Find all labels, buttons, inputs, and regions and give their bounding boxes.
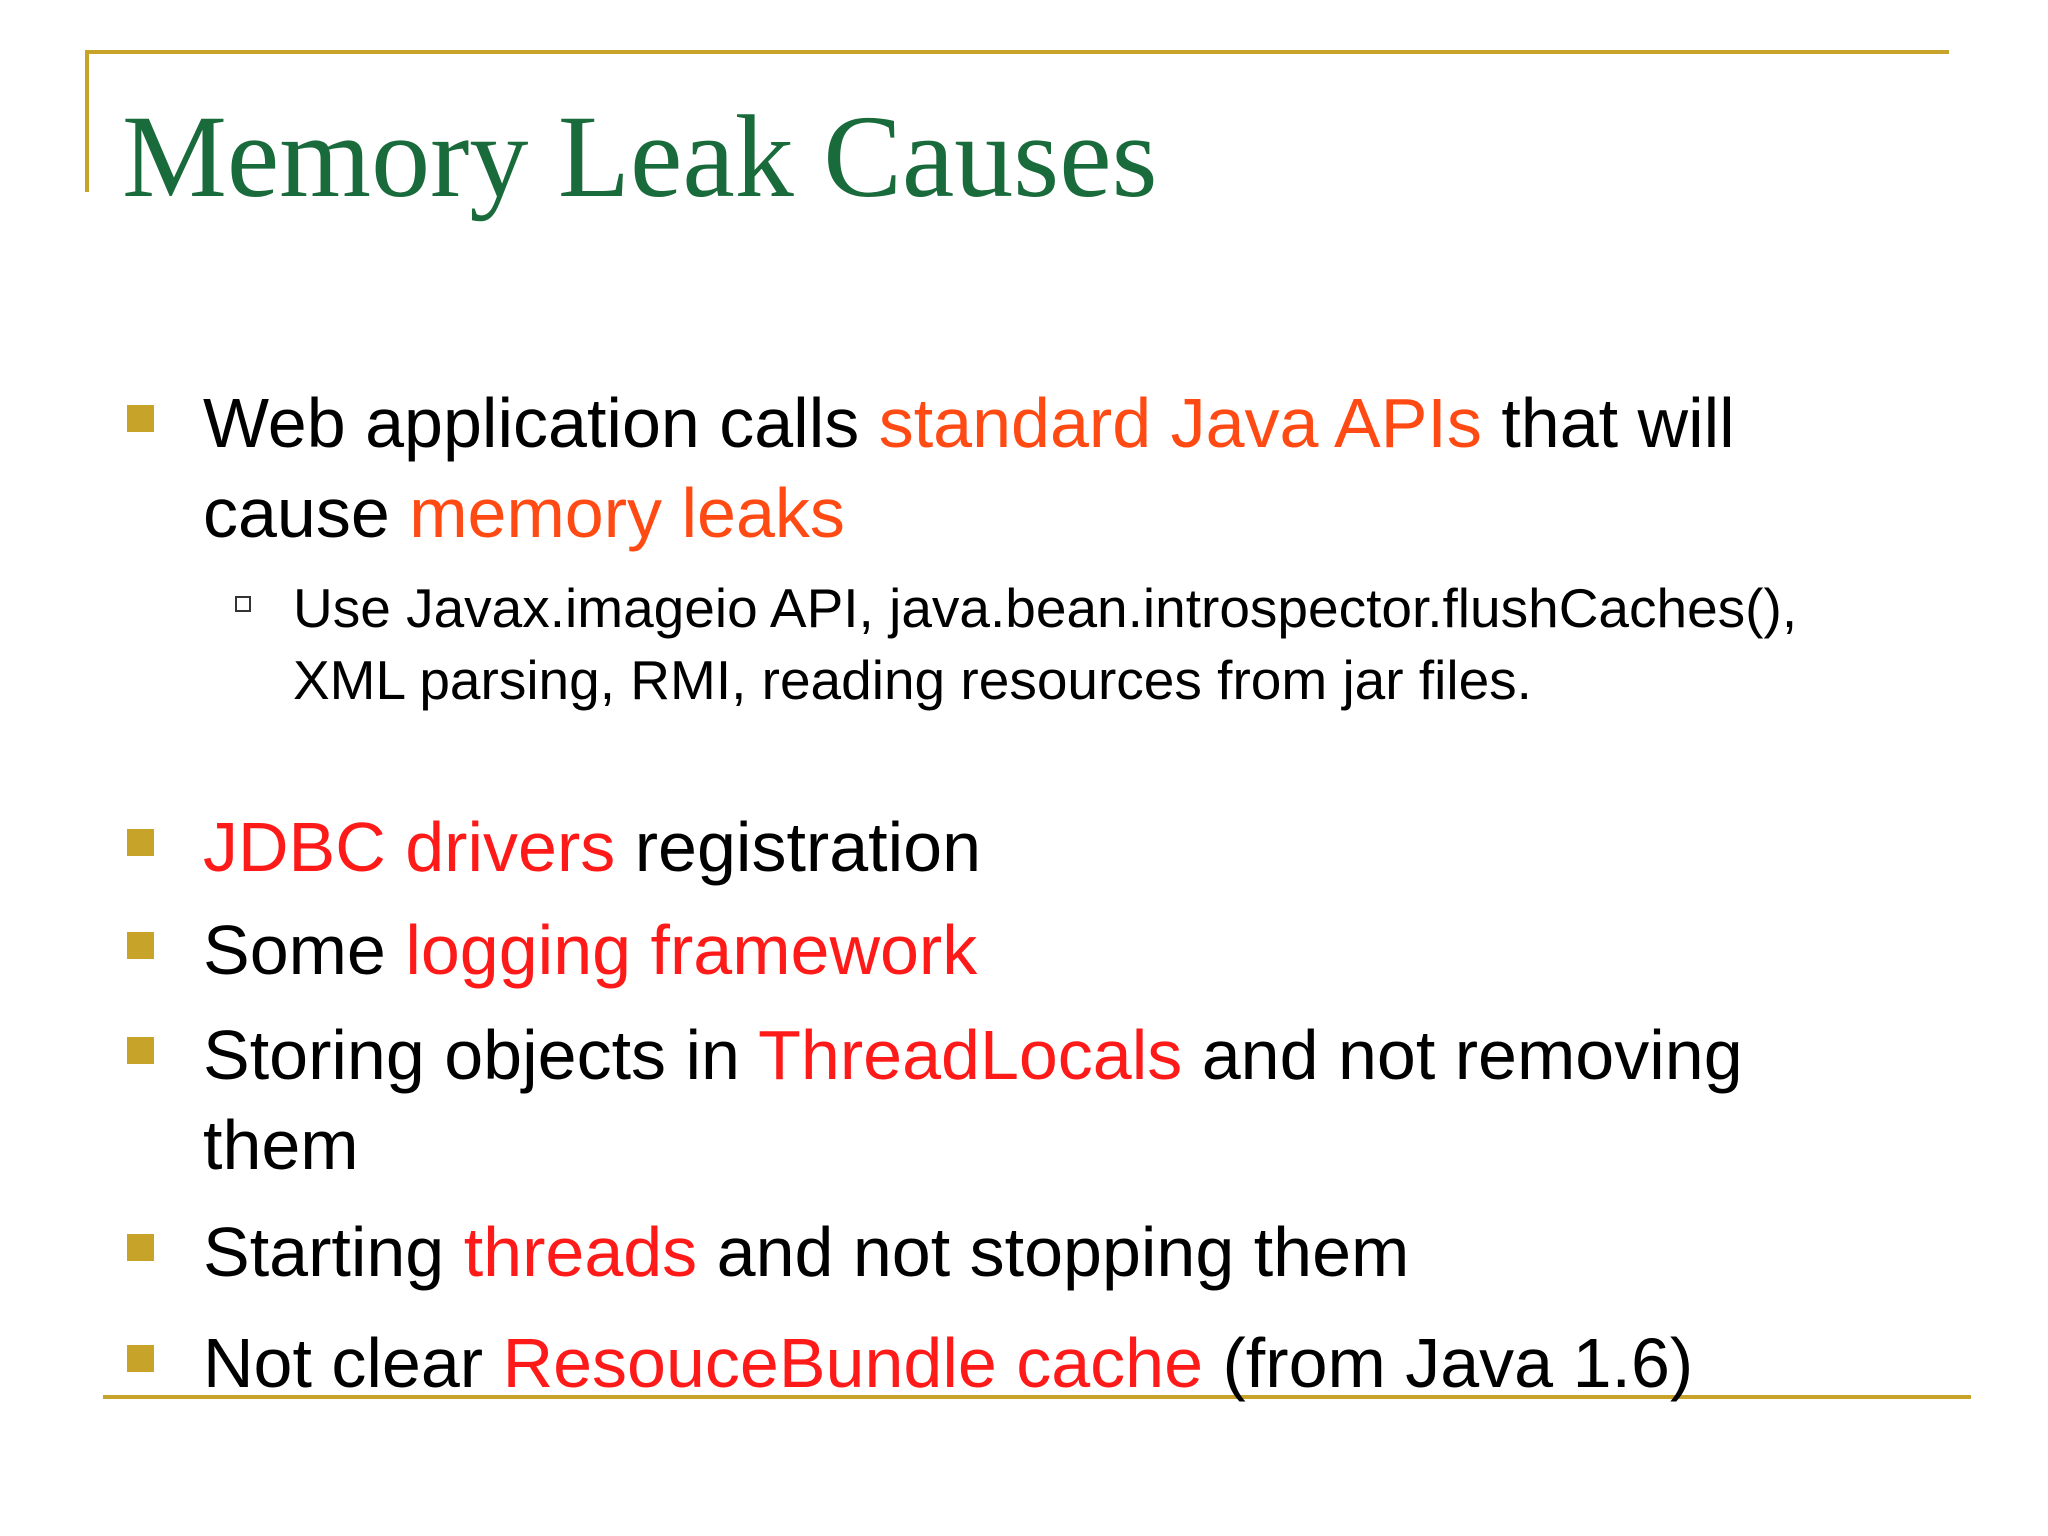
slide-title: Memory Leak Causes [122,91,1158,222]
bullet-item-threadlocals [203,1010,1863,1190]
bullet-text: and not removing them [203,1016,1743,1184]
bullet-text: and not stopping them [697,1213,1410,1291]
bullet-highlight: standard Java APIs [878,384,1482,462]
sub-bullet-item-apis [293,572,1873,716]
square-bullet-icon [127,405,154,432]
bullet-text: Web application calls [203,384,879,462]
bullet-highlight: JDBC drivers [203,808,616,886]
square-bullet-icon [127,829,154,856]
bullet-highlight: threads [463,1213,698,1291]
bullet-text: Starting [203,1213,464,1291]
square-bullet-icon [127,1345,154,1372]
bullet-text: Storing objects in [203,1016,759,1094]
square-bullet-icon [127,932,154,959]
bullet-text: registration [615,808,982,886]
bullet-highlight: ThreadLocals [758,1016,1183,1094]
bullet-text: that will cause [203,384,1735,552]
bullet-text: Not clear [203,1324,503,1402]
bullet-item-jdbc [203,802,1863,892]
bullet-highlight: ResouceBundle cache [502,1324,1204,1402]
square-bullet-icon [127,1037,154,1064]
bullet-highlight: memory leaks [409,474,845,552]
hollow-square-bullet-icon [235,596,251,612]
bullet-item-threads [203,1207,1863,1297]
bullet-item-logging [203,905,1863,995]
square-bullet-icon [127,1234,154,1261]
bullet-text: Some [203,911,406,989]
sub-bullet-text: Use Javax.imageio API, java.bean.introspector.flushCaches(), XML parsing, RMI, reading resources from jar files. [293,577,1798,711]
bullet-item-resourcebundle [203,1318,1863,1408]
bullet-item-standard-apis [203,378,1863,558]
bullet-text: (from Java 1.6) [1203,1324,1694,1402]
bullet-highlight: logging framework [405,911,978,989]
